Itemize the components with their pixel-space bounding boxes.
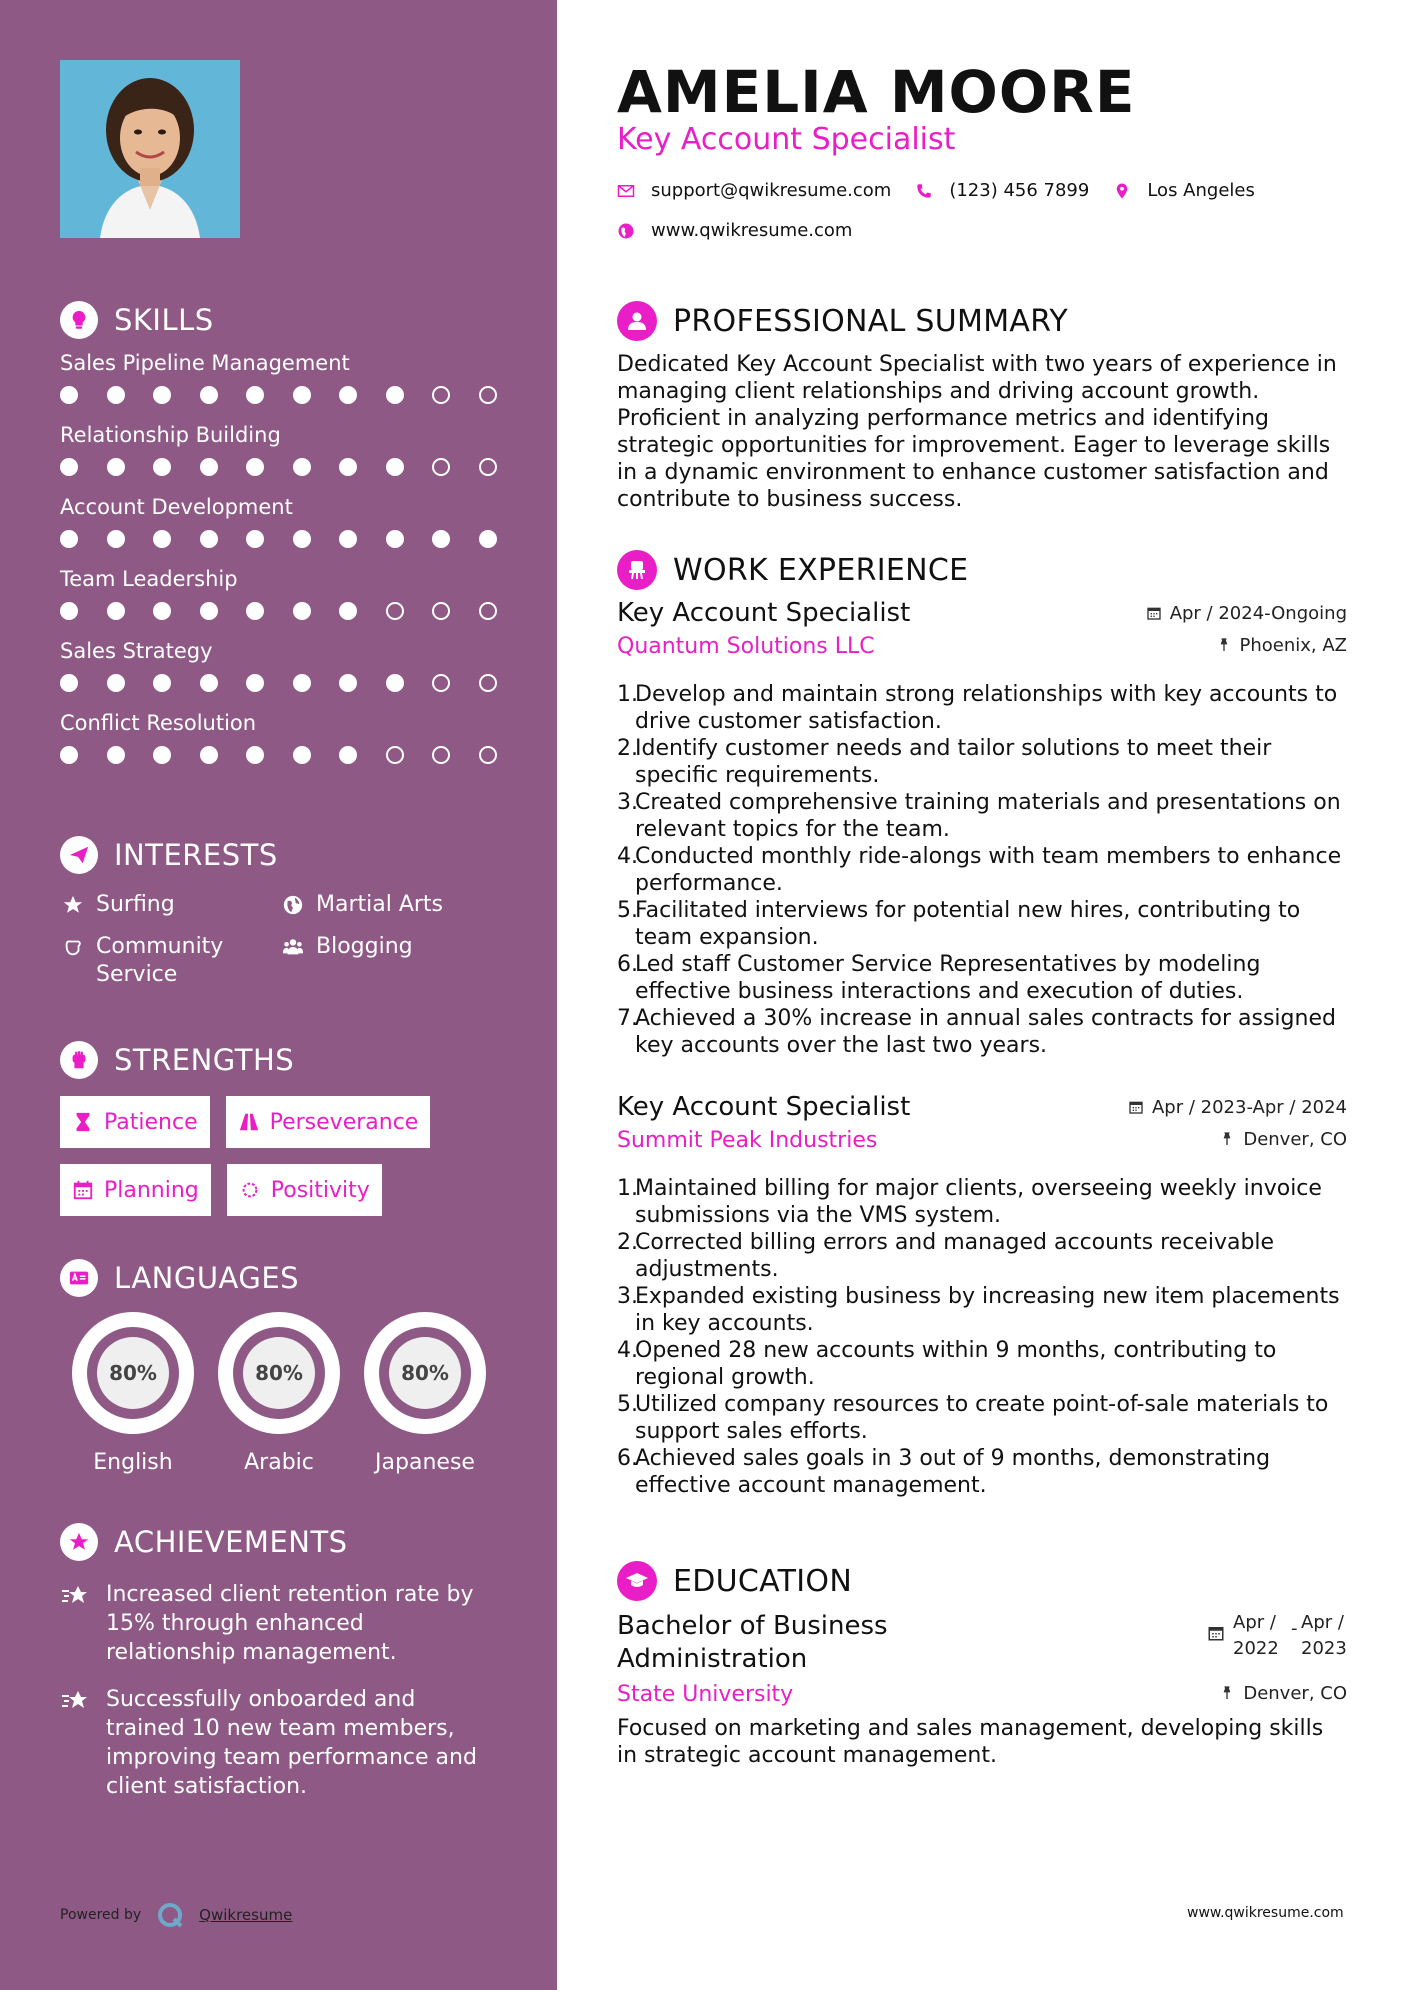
- interest-item: Surfing: [60, 891, 280, 919]
- education-header: EDUCATION: [617, 1560, 852, 1602]
- star-icon: [60, 892, 86, 918]
- job-location: Phoenix, AZ: [1216, 635, 1348, 656]
- education-entry: [617, 1610, 1347, 1769]
- location-item: Los Angeles: [1113, 180, 1255, 201]
- globe-icon: [617, 222, 635, 240]
- rating-dot: [479, 458, 497, 476]
- language-item: [60, 1312, 206, 1475]
- calendar-icon: [1128, 1099, 1144, 1115]
- profile-photo: [60, 60, 240, 238]
- job-date: Apr / 2023-Apr / 2024: [1128, 1097, 1347, 1118]
- fist-icon: [60, 1041, 98, 1079]
- rating-dot: [200, 674, 218, 692]
- languages-title: LANGUAGES: [114, 1261, 300, 1295]
- achievements-section: [60, 1522, 500, 1801]
- rating-dot: [153, 602, 171, 620]
- interests-section: [60, 835, 500, 989]
- rating-dot: [60, 530, 78, 548]
- rating-dot: [339, 386, 357, 404]
- job-bullet: 6. Achieved sales goals in 3 out of 9 months, demonstrating effective account management.: [617, 1446, 1271, 1498]
- rating-dot: [60, 386, 78, 404]
- degree-line: Bachelor of Business: [617, 1611, 888, 1641]
- language-icon: [60, 1259, 98, 1297]
- rating-dot: [293, 530, 311, 548]
- phone-icon: [915, 182, 933, 200]
- rating-dot: [107, 602, 125, 620]
- rating-dot: [479, 746, 497, 764]
- strength-chip: Positivity: [227, 1164, 382, 1216]
- interest-item: Community Service: [60, 933, 280, 989]
- skill-item: [60, 420, 500, 484]
- skill-rating: [60, 522, 500, 556]
- calendar-icon: [1146, 605, 1162, 621]
- chair-icon: [617, 550, 657, 590]
- rating-dot: [200, 458, 218, 476]
- rating-dot: [386, 674, 404, 692]
- rating-dot: [432, 674, 450, 692]
- rating-dot: [293, 674, 311, 692]
- footer-url[interactable]: www.qwikresume.com: [1187, 1905, 1344, 1921]
- school-location: Denver, CO: [1219, 1683, 1347, 1704]
- rating-dot: [246, 458, 264, 476]
- pin-icon: [1219, 1131, 1235, 1147]
- rating-dot: [153, 530, 171, 548]
- rating-dot: [432, 602, 450, 620]
- sun-icon: [239, 1179, 261, 1201]
- sidebar: [0, 0, 557, 1990]
- language-name: Japanese: [375, 1450, 475, 1475]
- language-name: Arabic: [244, 1450, 314, 1475]
- job-bullet: 4. Conducted monthly ride-alongs with team members to enhance performance.: [617, 844, 1342, 896]
- rating-dot: [107, 530, 125, 548]
- experience-header: WORK EXPERIENCE: [617, 549, 968, 591]
- strength-chip: Planning: [60, 1164, 211, 1216]
- strengths-title: STRENGTHS: [114, 1043, 295, 1077]
- hourglass-icon: [72, 1111, 94, 1133]
- rating-dot: [60, 746, 78, 764]
- achievements-title: ACHIEVEMENTS: [114, 1525, 348, 1559]
- job-bullet: 3. Created comprehensive training materials and presentations on relevant topics for the team.: [617, 790, 1341, 842]
- skill-item: [60, 708, 500, 772]
- languages-list: [60, 1312, 500, 1475]
- map-pin-icon: [1113, 182, 1131, 200]
- summary-text: Dedicated Key Account Specialist with two years of experience in managing client relationships and driving account growth. Proficient in analyzing performance metrics and identifying strategic opportunities for improvement. Eager to leverage skills in a dynamic environment to enhance customer satisfaction and contribute to business success.: [617, 352, 1337, 512]
- rating-dot: [339, 746, 357, 764]
- skill-rating: [60, 594, 500, 628]
- calendar-icon: [72, 1179, 94, 1201]
- rating-dot: [107, 458, 125, 476]
- skill-item: [60, 348, 500, 412]
- education-dates: Apr / 2022 - Apr / 2023: [1207, 1610, 1347, 1662]
- rating-dot: [432, 386, 450, 404]
- skill-item: [60, 636, 500, 700]
- globe-icon: [280, 892, 306, 918]
- skill-name: Team Leadership: [60, 567, 238, 591]
- interest-item: Blogging: [280, 933, 500, 989]
- job-bullet: 5. Utilized company resources to create point-of-sale materials to support sales efforts.: [617, 1392, 1329, 1444]
- rating-dot: [200, 386, 218, 404]
- interests-title: INTERESTS: [114, 838, 278, 872]
- email-item[interactable]: support@qwikresume.com: [617, 180, 891, 201]
- pin-icon: [1216, 637, 1232, 653]
- candidate-role: Key Account Specialist: [617, 122, 956, 157]
- rating-dot: [339, 458, 357, 476]
- rating-dot: [432, 746, 450, 764]
- job-entry: [617, 1092, 1347, 1499]
- job-title: Key Account Specialist: [617, 1092, 911, 1122]
- rating-dot: [339, 530, 357, 548]
- job-bullet: 7. Achieved a 30% increase in annual sales contracts for assigned key accounts over the last two years.: [617, 1006, 1336, 1058]
- job-bullet: 1. Develop and maintain strong relationships with key accounts to drive customer satisfaction.: [617, 682, 1338, 734]
- user-icon: [617, 301, 657, 341]
- skill-rating: [60, 450, 500, 484]
- rating-dot: [386, 602, 404, 620]
- rating-dot: [293, 746, 311, 764]
- paper-plane-icon: [60, 836, 98, 874]
- graduation-cap-icon: [617, 1561, 657, 1601]
- rating-dot: [200, 602, 218, 620]
- job-company: Quantum Solutions LLC: [617, 634, 875, 659]
- interests-header: [60, 835, 500, 875]
- strengths-header: [60, 1040, 500, 1080]
- skill-rating: [60, 666, 500, 700]
- rating-dot: [153, 458, 171, 476]
- hand-icon: [60, 934, 86, 960]
- lightbulb-icon: [60, 301, 98, 339]
- skill-name: Conflict Resolution: [60, 711, 257, 735]
- rating-dot: [107, 746, 125, 764]
- contact-row: [617, 180, 1279, 201]
- job-bullet: 6. Led staff Customer Service Representatives by modeling effective business interactions and execution of duties.: [617, 952, 1261, 1004]
- rating-dot: [246, 530, 264, 548]
- job-bullets: [617, 1175, 1347, 1499]
- website-row: [617, 220, 876, 241]
- rating-dot: [246, 746, 264, 764]
- candidate-name: AMELIA MOORE: [617, 58, 1136, 126]
- rating-dot: [107, 386, 125, 404]
- website-item[interactable]: www.qwikresume.com: [617, 220, 852, 241]
- rating-dot: [432, 530, 450, 548]
- school-name: State University: [617, 1682, 794, 1707]
- job-bullet: 4. Opened 28 new accounts within 9 months, contributing to regional growth.: [617, 1338, 1277, 1390]
- language-item: [206, 1312, 352, 1475]
- skill-item: [60, 492, 500, 556]
- rating-dot: [60, 674, 78, 692]
- achievement-item: Successfully onboarded and trained 10 new team members, improving team performance and client satisfaction.: [60, 1685, 500, 1801]
- education-text: Focused on marketing and sales management, developing skills in strategic account management.: [617, 1716, 1324, 1768]
- language-progress-ring: 80%: [364, 1312, 486, 1434]
- rating-dot: [339, 674, 357, 692]
- rating-dot: [432, 458, 450, 476]
- rating-dot: [293, 458, 311, 476]
- language-name: English: [93, 1450, 173, 1475]
- rating-dot: [246, 674, 264, 692]
- calendar-icon: [1207, 1624, 1225, 1642]
- job-bullet: 2. Corrected billing errors and managed accounts receivable adjustments.: [617, 1230, 1275, 1282]
- phone-item[interactable]: (123) 456 7899: [915, 180, 1089, 201]
- degree-line: Administration: [617, 1644, 808, 1674]
- skills-list: [60, 348, 500, 772]
- job-bullets: [617, 681, 1347, 1059]
- envelope-icon: [617, 182, 635, 200]
- rating-dot: [386, 458, 404, 476]
- road-icon: [238, 1111, 260, 1133]
- strength-chip: Patience: [60, 1096, 210, 1148]
- rating-dot: [246, 602, 264, 620]
- rating-dot: [107, 674, 125, 692]
- rating-dot: [200, 530, 218, 548]
- rating-dot: [293, 386, 311, 404]
- achievement-item: Increased client retention rate by 15% through enhanced relationship management.: [60, 1580, 500, 1667]
- stars-icon: [60, 1582, 92, 1610]
- job-location: Denver, CO: [1219, 1129, 1347, 1150]
- summary-header: PROFESSIONAL SUMMARY: [617, 300, 1068, 342]
- rating-dot: [153, 746, 171, 764]
- job-bullet: 2. Identify customer needs and tailor solutions to meet their specific requirements.: [617, 736, 1272, 788]
- rating-dot: [153, 674, 171, 692]
- rating-dot: [479, 602, 497, 620]
- skill-name: Sales Strategy: [60, 639, 213, 663]
- languages-header: [60, 1258, 500, 1298]
- language-item: [352, 1312, 498, 1475]
- skill-name: Account Development: [60, 495, 293, 519]
- trophy-star-icon: [60, 1523, 98, 1561]
- strengths-section: [60, 1040, 500, 1232]
- skill-name: Relationship Building: [60, 423, 281, 447]
- rating-dot: [60, 602, 78, 620]
- job-date: Apr / 2024-Ongoing: [1146, 603, 1347, 624]
- languages-section: [60, 1258, 500, 1475]
- rating-dot: [479, 386, 497, 404]
- rating-dot: [246, 386, 264, 404]
- skill-name: Sales Pipeline Management: [60, 351, 350, 375]
- qwikresume-link[interactable]: Qwikresume: [199, 1906, 293, 1924]
- job-title: Key Account Specialist: [617, 598, 911, 628]
- interests-list: [60, 891, 500, 989]
- skills-title: SKILLS: [114, 303, 214, 337]
- interest-item: Martial Arts: [280, 891, 500, 919]
- skills-header: [60, 300, 500, 340]
- pin-icon: [1219, 1685, 1235, 1701]
- rating-dot: [479, 674, 497, 692]
- rating-dot: [386, 386, 404, 404]
- rating-dot: [479, 530, 497, 548]
- rating-dot: [60, 458, 78, 476]
- skill-rating: [60, 738, 500, 772]
- rating-dot: [293, 602, 311, 620]
- job-bullet: 5. Facilitated interviews for potential new hires, contributing to team expansion.: [617, 898, 1301, 950]
- job-bullet: 1. Maintained billing for major clients, overseeing weekly invoice submissions via the VMS system.: [617, 1176, 1322, 1228]
- skills-section: [60, 300, 500, 772]
- job-company: Summit Peak Industries: [617, 1128, 878, 1153]
- rating-dot: [386, 746, 404, 764]
- achievements-header: [60, 1522, 500, 1562]
- language-progress-ring: 80%: [72, 1312, 194, 1434]
- skill-rating: [60, 378, 500, 412]
- skill-item: [60, 564, 500, 628]
- rating-dot: [200, 746, 218, 764]
- qwikresume-logo-icon: [155, 1900, 185, 1930]
- powered-by: Powered by Qwikresume: [60, 1900, 292, 1930]
- rating-dot: [386, 530, 404, 548]
- strength-chip: Perseverance: [226, 1096, 431, 1148]
- rating-dot: [153, 386, 171, 404]
- stars-icon: [60, 1687, 92, 1715]
- language-progress-ring: 80%: [218, 1312, 340, 1434]
- users-icon: [280, 934, 306, 960]
- rating-dot: [339, 602, 357, 620]
- job-entry: [617, 598, 1347, 1059]
- job-bullet: 3. Expanded existing business by increasing new item placements in key accounts.: [617, 1284, 1340, 1336]
- strengths-list: [60, 1096, 500, 1232]
